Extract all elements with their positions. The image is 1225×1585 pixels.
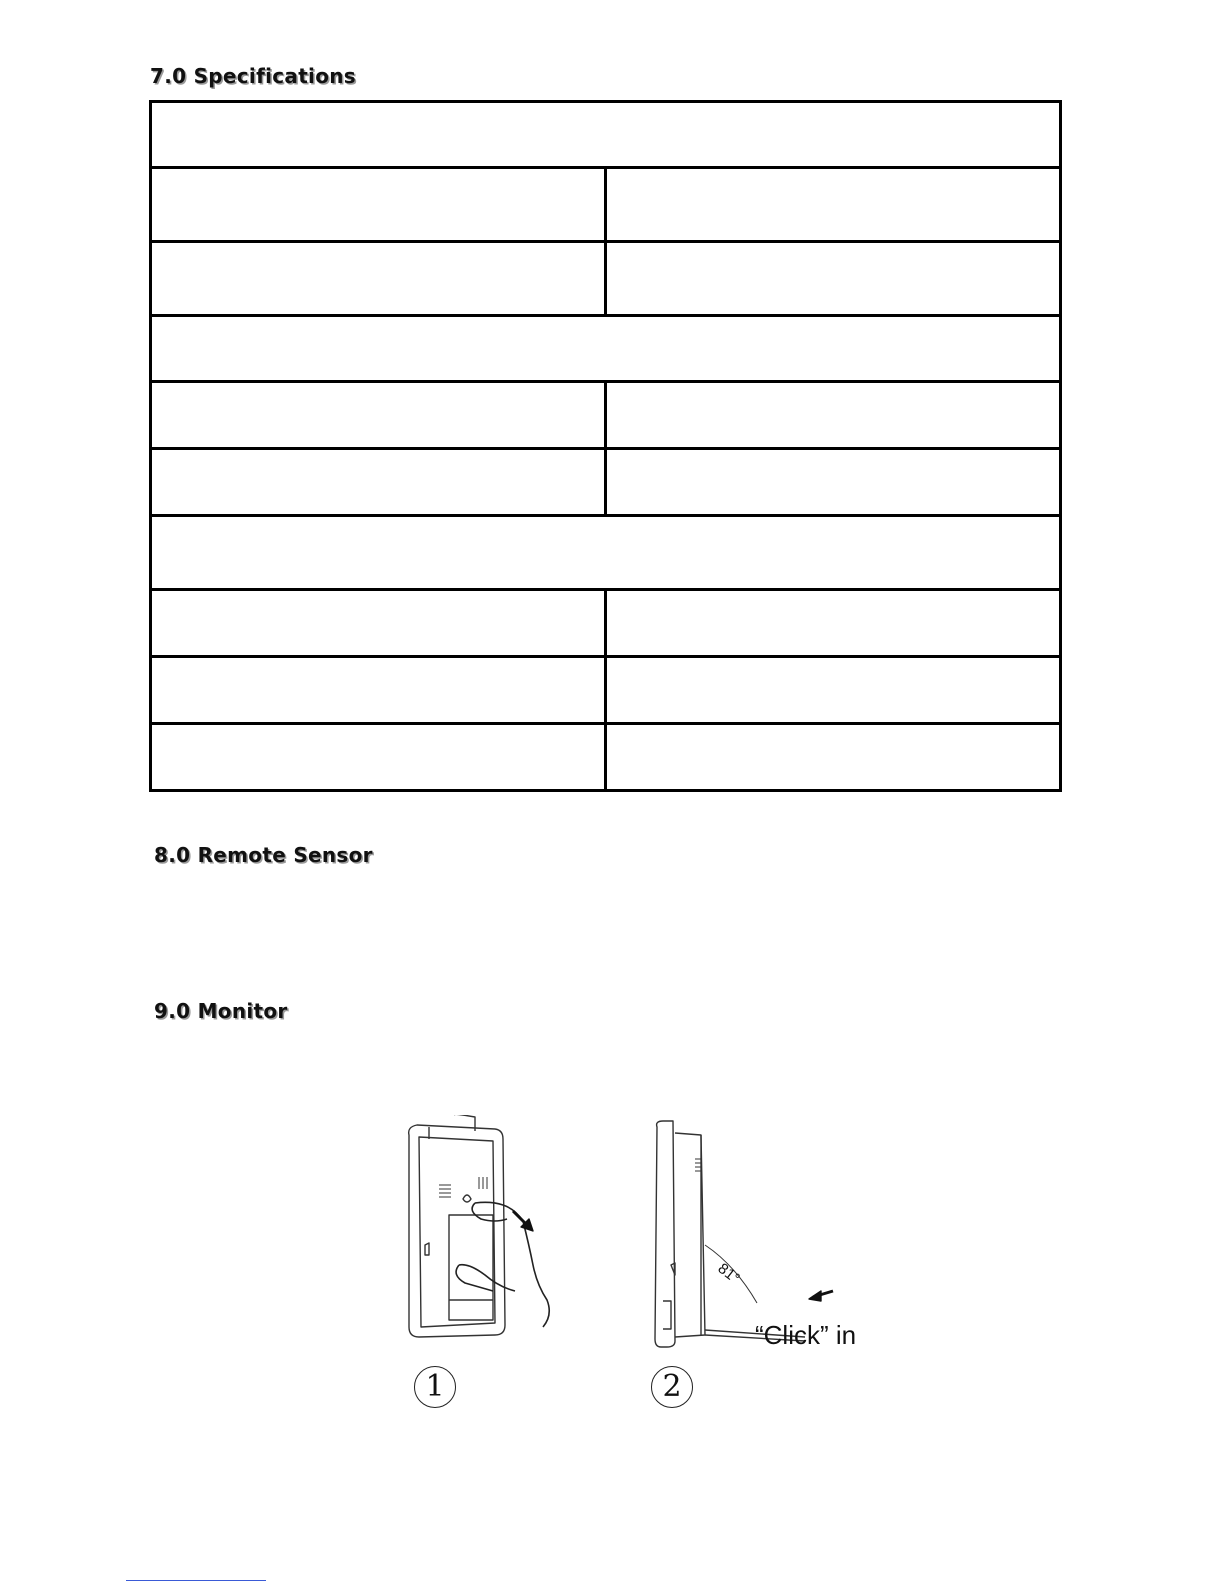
monitor-installation-figure (395, 1115, 880, 1420)
section-heading-monitor: 9.0 Monitor (154, 999, 288, 1023)
table-row (151, 242, 1061, 316)
table-cell (606, 724, 1061, 791)
table-cell (606, 168, 1061, 242)
table-row (151, 657, 1061, 724)
device-side-view (655, 1121, 805, 1347)
table-cell (606, 590, 1061, 657)
table-row (151, 724, 1061, 791)
table-cell (151, 316, 1061, 382)
step-2-marker: 2 (651, 1366, 693, 1408)
hand (456, 1202, 549, 1327)
table-cell (606, 657, 1061, 724)
installation-illustration (395, 1115, 880, 1420)
section-heading-remote-sensor: 8.0 Remote Sensor (154, 843, 373, 867)
table-row (151, 382, 1061, 449)
table-section-row (151, 316, 1061, 382)
table-cell (606, 382, 1061, 449)
table-cell (151, 657, 606, 724)
table-cell (151, 242, 606, 316)
table-cell (151, 590, 606, 657)
click-in-label: “Click” in (755, 1320, 857, 1350)
table-section-row (151, 102, 1061, 168)
device-back-view (409, 1115, 505, 1337)
table-cell (151, 516, 1061, 590)
table-row (151, 590, 1061, 657)
table-section-row (151, 516, 1061, 590)
table-cell (151, 382, 606, 449)
table-cell (606, 449, 1061, 516)
table-cell (606, 242, 1061, 316)
specifications-table (149, 100, 1062, 792)
table-row (151, 449, 1061, 516)
step-1-marker: 1 (414, 1366, 456, 1408)
section-heading-specifications: 7.0 Specifications (150, 64, 356, 88)
table-row (151, 168, 1061, 242)
table-cell (151, 449, 606, 516)
footnote-rule (126, 1580, 266, 1581)
table-cell (151, 724, 606, 791)
table-cell (151, 168, 606, 242)
table-cell (151, 102, 1061, 168)
angle-label: 81° (714, 1260, 743, 1288)
